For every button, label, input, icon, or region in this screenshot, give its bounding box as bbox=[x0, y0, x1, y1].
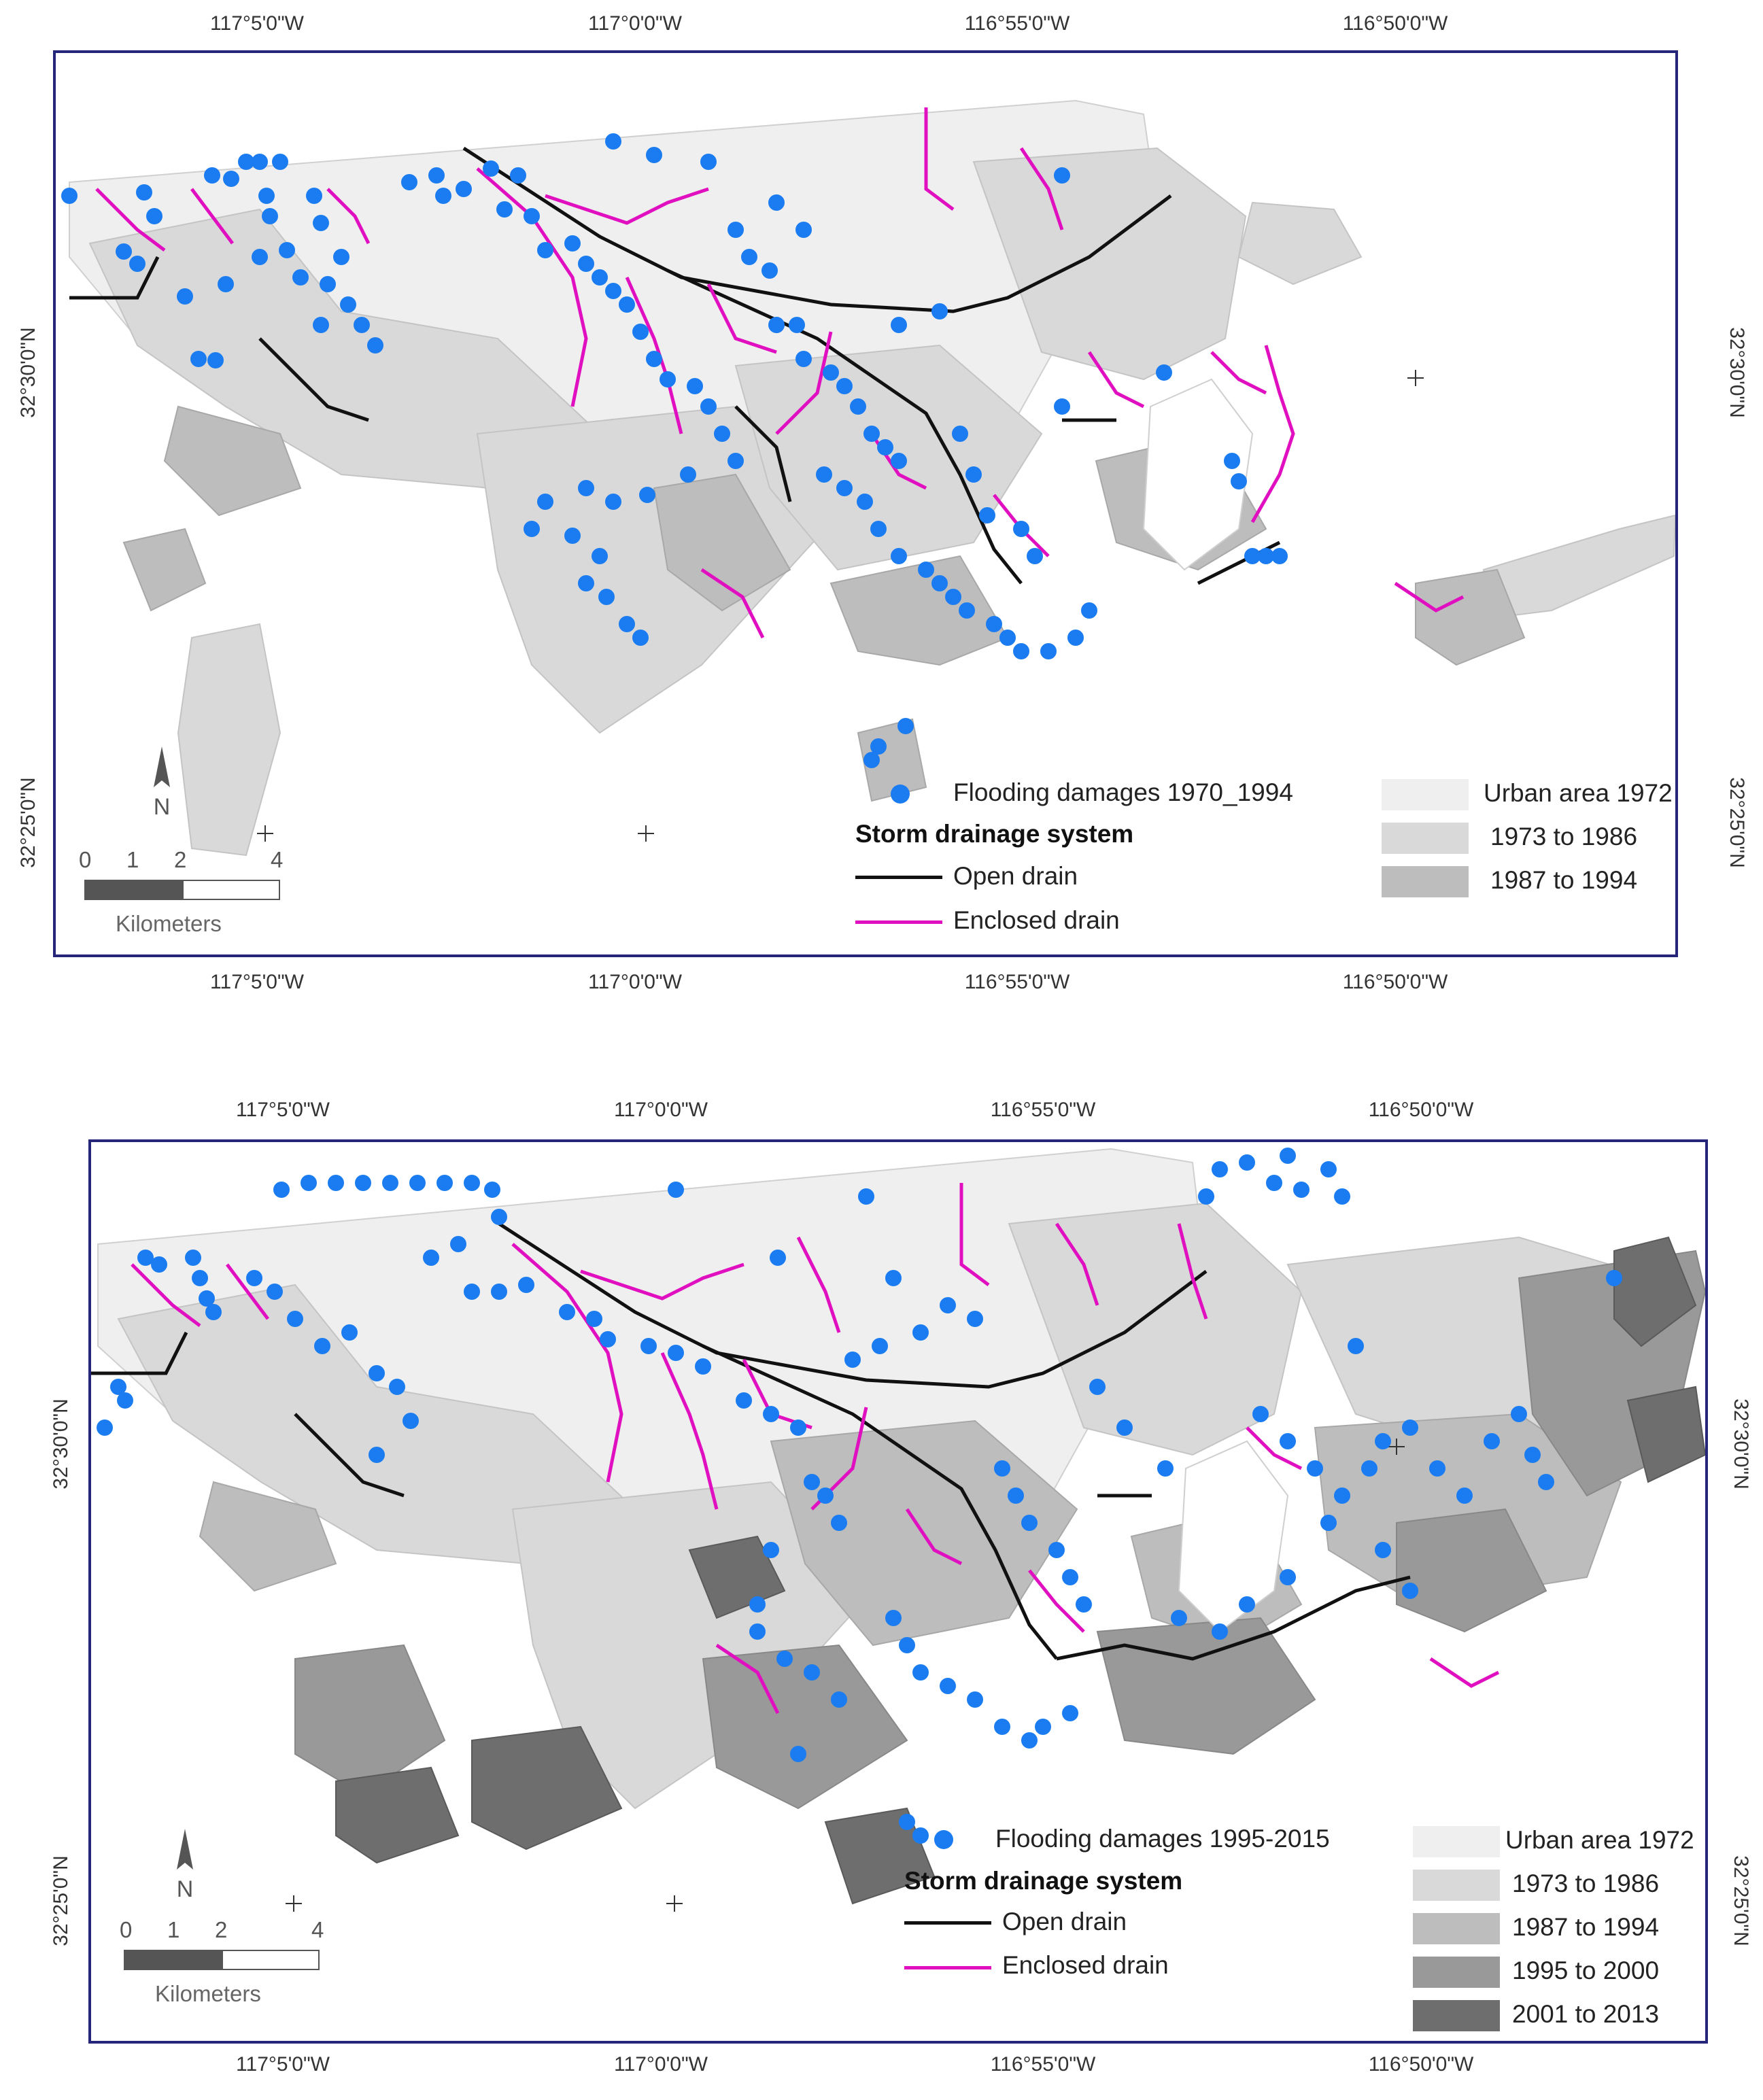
swatch-urban-1972 bbox=[1413, 1826, 1500, 1857]
scale-tick: 2 bbox=[215, 1917, 228, 1942]
lat-label: 32°30'0"N bbox=[50, 1398, 72, 1490]
lon-label: 117°0'0"W bbox=[614, 1099, 708, 1121]
lat-label: 32°30'0"N bbox=[1726, 327, 1748, 418]
scale-bar bbox=[84, 880, 280, 900]
lon-label: 116°50'0"W bbox=[1368, 2053, 1474, 2076]
legend-1973-1986: 1973 to 1986 bbox=[1512, 1870, 1660, 1897]
swatch-urban-1972 bbox=[1382, 779, 1469, 810]
lat-label: 32°25'0"N bbox=[1726, 777, 1748, 868]
swatch-1987-1994 bbox=[1382, 866, 1469, 897]
lon-label: 116°50'0"W bbox=[1342, 971, 1448, 993]
map-canvas bbox=[91, 1142, 1705, 2041]
lon-label: 116°55'0"W bbox=[964, 971, 1070, 993]
lat-label: 32°25'0"N bbox=[17, 777, 39, 868]
scale-unit: Kilometers bbox=[116, 911, 222, 936]
legend-1987-1994: 1987 to 1994 bbox=[1512, 1913, 1660, 1941]
swatch-1973-1986 bbox=[1413, 1870, 1500, 1901]
scale-tick: 4 bbox=[311, 1917, 324, 1942]
open-drain-swatch bbox=[855, 876, 942, 879]
lon-label: 116°55'0"W bbox=[990, 1099, 1096, 1121]
legend-open-drain: Open drain bbox=[953, 862, 1078, 890]
scale-tick: 4 bbox=[271, 847, 284, 872]
swatch-1995-2000 bbox=[1413, 1957, 1500, 1988]
lon-label: 117°5'0"W bbox=[236, 1099, 330, 1121]
scale-tick: 0 bbox=[120, 1917, 133, 1942]
svg-text:N: N bbox=[176, 1876, 194, 1902]
lon-label: 116°50'0"W bbox=[1368, 1099, 1474, 1121]
lat-label: 32°25'0"N bbox=[1730, 1855, 1752, 1946]
legend-flood-points: Flooding damages 1995-2015 bbox=[995, 1825, 1330, 1853]
legend-1987-1994: 1987 to 1994 bbox=[1490, 866, 1638, 894]
legend-storm-title: Storm drainage system bbox=[904, 1867, 1183, 1895]
svg-text:N: N bbox=[153, 794, 171, 820]
lon-label: 116°50'0"W bbox=[1342, 12, 1448, 35]
flood-point-swatch bbox=[891, 785, 910, 804]
north-arrow-icon bbox=[148, 746, 175, 821]
map-frame bbox=[88, 1139, 1708, 2044]
swatch-1987-1994 bbox=[1413, 1913, 1500, 1944]
legend-1973-1986: 1973 to 1986 bbox=[1490, 823, 1638, 850]
legend-storm-title: Storm drainage system bbox=[855, 820, 1134, 848]
scale-tick: 1 bbox=[167, 1917, 180, 1942]
lat-label: 32°30'0"N bbox=[17, 327, 39, 418]
legend-flood-points: Flooding damages 1970_1994 bbox=[953, 778, 1293, 806]
scale-tick: 1 bbox=[126, 847, 139, 872]
lon-label: 116°55'0"W bbox=[990, 2053, 1096, 2076]
lon-label: 116°55'0"W bbox=[964, 12, 1070, 35]
legend-urban-1972: Urban area 1972 bbox=[1484, 779, 1673, 807]
scale-tick: 0 bbox=[79, 847, 92, 872]
flood-point-swatch bbox=[934, 1830, 953, 1849]
swatch-1973-1986 bbox=[1382, 823, 1469, 854]
map-frame bbox=[53, 50, 1678, 957]
legend-2001-2013: 2001 to 2013 bbox=[1512, 2000, 1660, 2028]
legend-1995-2000: 1995 to 2000 bbox=[1512, 1957, 1660, 1984]
lon-label: 117°5'0"W bbox=[236, 2053, 330, 2076]
scale-bar bbox=[124, 1950, 320, 1970]
scale-unit: Kilometers bbox=[155, 1981, 261, 2006]
scale-tick: 2 bbox=[174, 847, 187, 872]
north-arrow-icon bbox=[171, 1829, 199, 1904]
legend-enclosed-drain: Enclosed drain bbox=[953, 906, 1120, 934]
enclosed-drain-swatch bbox=[855, 920, 942, 924]
enclosed-drain-swatch bbox=[904, 1966, 991, 1969]
legend-urban-1972: Urban area 1972 bbox=[1505, 1826, 1694, 1854]
lat-label: 32°25'0"N bbox=[50, 1855, 72, 1946]
legend-enclosed-drain: Enclosed drain bbox=[1002, 1951, 1169, 1979]
map-panel-bottom bbox=[0, 1088, 1763, 2100]
legend-open-drain: Open drain bbox=[1002, 1908, 1127, 1935]
swatch-2001-2013 bbox=[1413, 2000, 1500, 2031]
lon-label: 117°5'0"W bbox=[210, 971, 304, 993]
lat-label: 32°30'0"N bbox=[1730, 1398, 1752, 1490]
lon-label: 117°5'0"W bbox=[210, 12, 304, 35]
lon-label: 117°0'0"W bbox=[588, 12, 682, 35]
map-panel-top bbox=[0, 0, 1763, 1020]
lon-label: 117°0'0"W bbox=[588, 971, 682, 993]
lon-label: 117°0'0"W bbox=[614, 2053, 708, 2076]
open-drain-swatch bbox=[904, 1921, 991, 1925]
